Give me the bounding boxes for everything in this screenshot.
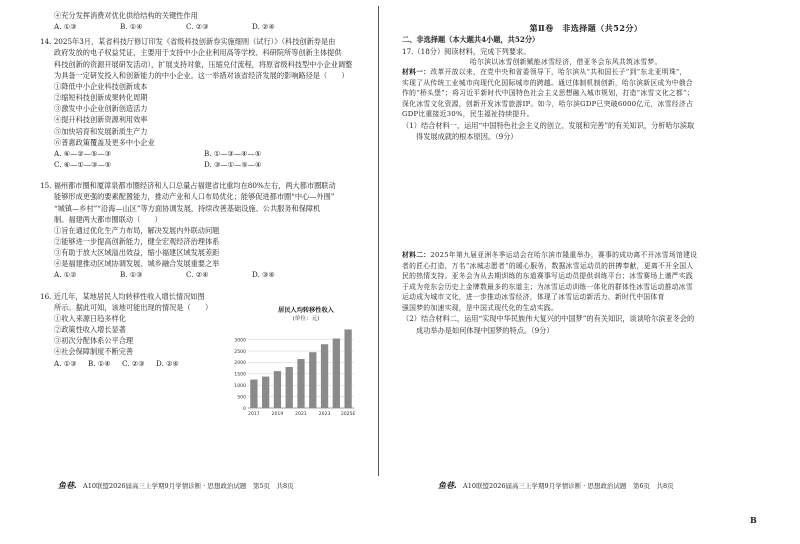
question-14-item-1: ①降低中小企业科技创新成本 — [54, 81, 148, 91]
chart-bar-2017 — [250, 380, 257, 408]
question-14-item-3: ③激发中小企业创新创造活力 — [54, 104, 148, 114]
question-15-line-3: “城镇—乡村”“沿海—山区”等方面协调发展，持续改善基础设施、公共服务和保障机 — [54, 203, 321, 213]
chart-y-tick-label: 1000 — [234, 384, 246, 390]
continued-item: ④充分发挥消费对优化供给结构的关键性作用 — [54, 11, 198, 20]
chart-y-tick-label: 1500 — [234, 372, 246, 378]
material-2-line-6: 强国梦的加速实现，是中国式现代化的生动实践。 — [402, 303, 559, 312]
option-b: B. ①③ — [120, 270, 143, 280]
chart-bar-2020 — [286, 367, 293, 408]
question-16-item-4: ④社会保障制度不断完善 — [54, 347, 134, 357]
chart-y-tick-label: 2500 — [234, 349, 246, 355]
material-1-line-5: GDP比重接近30%，民生福祉持续提升。 — [402, 110, 534, 119]
material-2-line-4: 于成为竞东会历史上金牌数最多的东道主；为冰雪运动训练一体化的群体性冰雪运动推动冰雪 — [402, 282, 693, 291]
publisher-logo: 鱼巷. — [58, 481, 78, 490]
chart-bar-2022 — [309, 352, 316, 408]
option-a: A. ①② — [54, 270, 77, 280]
right-column — [400, 10, 772, 336]
option-d: D. ②④ — [252, 22, 275, 32]
right-footer-text: A10联盟2026届高三上学期9月学情诊断 · 思想政治试题 第6页 共8页 — [463, 482, 674, 490]
chart-x-tick-label: 2025E — [340, 412, 356, 417]
chart-title: 居民人均转移性收入 — [278, 307, 334, 314]
paper-version-mark: B — [750, 515, 757, 525]
chart-bar-2025E — [344, 329, 351, 408]
question-14-item-4: ④提升科技创新资源利用效率 — [54, 115, 148, 125]
option-a: A. ①③ — [54, 358, 77, 368]
question-15-item-2: ②能够进一步提高创新能力，健全宏观经济治理体系 — [54, 236, 220, 246]
chart-bar-2024 — [333, 339, 340, 408]
material-1-line-2: 实现了从传统工业城市向现代化国际城市的跨越。通过体制机制创新，哈尔滨新区成为中俄合 — [402, 78, 693, 87]
question-16-line-2: 所示。据此可知，该地可能出现的情况是（ ） — [54, 302, 213, 312]
option-d: D. ③—①—⑤—④ — [204, 160, 262, 170]
question-14-item-5: ⑤加快培育和发展新质生产力 — [54, 126, 148, 136]
chart-y-tick-label: 2000 — [234, 361, 246, 367]
question-16-item-1: ①收入来源日趋多样化 — [54, 313, 126, 323]
question-15-item-1: ①旨在通过优化生产力布局，解决发展内外联动问题 — [54, 225, 220, 235]
option-b: B. ①④ — [120, 22, 143, 32]
material-1-label: 材料一： — [402, 68, 431, 77]
question-15 — [40, 180, 370, 280]
right-footer — [438, 480, 674, 492]
question-14 — [40, 36, 370, 170]
publisher-logo: 鱼巷. — [438, 481, 458, 490]
question-14-line-1: 2025年3月，某省科技厅修订印发《省级科技创新券实施细则（试行）》（科技创新券是由 — [53, 37, 336, 47]
material-2-label: 材料二： — [402, 251, 431, 260]
question-15-line-4: 制。福建两大都市圈联动（ ） — [54, 214, 162, 224]
material-2-line-5: 运动成为城市文化，进一步推动冰雪经济，体现了冰雪运动新活力、新时代中国体育 — [402, 293, 665, 302]
material-1 — [402, 67, 772, 120]
left-footer — [58, 480, 294, 492]
option-c: C. ②③ — [122, 358, 145, 368]
requirement-1: （1）结合材料一，运用“中国特色社会主义的创立、发展和完善”的有关知识，分析哈尔滨取 — [402, 120, 695, 130]
option-c: C. ②④ — [186, 270, 209, 280]
chart-x-tick-label: 2023 — [318, 412, 331, 417]
material-2-line-1: 2025年第九届亚洲冬季运动会在哈尔滨市隆重举办，赛事的成功离不开冰雪场馆建设 — [430, 251, 698, 260]
material-2-line-2: 者的匠心打造，万名“冰城志愿者”的暖心服务，数据冰雪运动员的拼搏奉献，更离不开全国人 — [402, 261, 694, 270]
question-14-item-2: ②缩短科技创新成果转化周期 — [54, 93, 148, 103]
material-2 — [402, 250, 772, 313]
question-15-item-4: ④是福建推动区域协调发展、城乡融合发展重要之举 — [54, 259, 220, 269]
question-17-intro: 哈尔滨以冰雪创新赋能冰雪经济，借亚冬会东风共筑冰雪梦。 — [470, 57, 662, 66]
chart-y-tick-label: 0 — [243, 406, 246, 412]
chart-x-tick-label: 2019 — [271, 412, 284, 417]
question-14-line-3: 科技创新的资源开展研发活动），扩展支持对象，压缩兑付流程，将原省级科技型中小企业调整 — [54, 59, 353, 69]
question-15-options — [54, 269, 370, 280]
question-15-line-2: 能够形成更强的要素配置能力，推动产业和人口布局优化；能够促进都市圈“中心—外围” — [54, 192, 335, 202]
option-b: B. ①—③—④—⑤ — [204, 148, 262, 158]
option-b: B. ①④ — [88, 358, 111, 368]
chart-x-tick-label: 2017 — [248, 412, 260, 417]
part-title: 二、非选择题（本大题共4小题，共52分） — [402, 35, 540, 45]
question-14-line-2: 政府发放的电子权益凭证，主要用于支持中小企业利用高等学校、科研院所等创新主体提供 — [54, 48, 342, 58]
question-16-line-1: 近几年，某地居民人均转移性收入增长情况如图 — [53, 291, 205, 301]
page-divider — [378, 6, 379, 476]
chart-bar-2023 — [321, 344, 328, 408]
question-14-options-row-1 — [54, 148, 370, 159]
chart-y-tick-label: 500 — [237, 395, 246, 401]
requirement-1-cont: 得发展成就的根本原因。（9分） — [416, 132, 518, 142]
question-15-item-3: ③有助于放大区域溢出效益，缩小福建区域发展差距 — [54, 248, 220, 258]
question-16-item-3: ③初次分配体系公平合理 — [54, 336, 134, 346]
option-d: D. ②④ — [156, 358, 179, 368]
material-2-line-3: 民的热情支持。亚冬会为从去期训练的东道赛事写运动员提供训练平台；冰雪赛场上谨严实践 — [402, 272, 693, 281]
requirement-2-cont: 成功举办是如何体现中国梦的特点。（9分） — [416, 325, 554, 335]
chart-bar-2019 — [274, 371, 281, 408]
question-14-line-4: 为具备一定研发投入和创新能力的中小企业。这一举措对该省经济发展的影响路径是（ ） — [54, 70, 349, 80]
question-14-number: 14. — [40, 37, 52, 47]
chart-bar-2018 — [262, 377, 269, 408]
chart-x-tick-label: 2021 — [295, 412, 307, 417]
question-16-number: 16. — [40, 291, 52, 301]
chart-y-tick-label: 3000 — [234, 338, 246, 344]
option-a: A. ①③ — [54, 22, 77, 32]
question-15-line-1: 福州都市圈和厦漳泉都市圈经济和人口总量占福建省比重均在80%左右，两大都市圈联动 — [53, 181, 336, 191]
question-16-item-2: ②政策性收入增长显著 — [54, 325, 126, 335]
requirement-2: （2）结合材料二，运用“实现中华民族伟大复兴的中国梦”的有关知识，谈谈哈尔滨亚冬会的 — [402, 314, 695, 324]
chart-subtitle: (单位：元) — [292, 316, 320, 322]
question-14-item-6: ⑥普惠政策覆盖及更多中小企业 — [54, 137, 155, 147]
option-c: C. ⑥—①—③—⑤ — [54, 160, 112, 170]
question-15-number: 15. — [40, 181, 52, 191]
chart-svg — [228, 302, 358, 420]
continued-options — [54, 21, 370, 32]
question-14-options-row-2 — [54, 159, 370, 170]
option-a: A. ⑥—②—⑤—③ — [54, 148, 112, 158]
material-1-line-1: 改革开放以来，在党中央和省委领导下，哈尔滨从“共和国长子”到“东北亚明珠”， — [430, 68, 687, 77]
material-1-line-3: 作的“桥头堡”；将习近平新时代中国特色社会主义思想融入城市规划，打造“冰雪文化之都”； — [402, 89, 694, 98]
transfer-income-chart — [228, 302, 358, 420]
question-17-head: 17.（18分）阅读材料，完成下列要求。 — [402, 46, 531, 56]
material-1-line-4: 深化冰雪文化资源，创新开发冰雪旅游IP。如今，哈尔滨GDP已突破6000亿元，冰雪经济占 — [402, 99, 694, 108]
left-footer-text: A10联盟2026届高三上学期9月学情诊断 · 思想政治试题 第5页 共8页 — [83, 482, 294, 490]
chart-bar-2021 — [297, 359, 304, 408]
section-title: 第Ⅱ卷 非选择题（共52分） — [529, 23, 643, 33]
option-c: C. ②③ — [186, 22, 209, 32]
option-d: D. ③④ — [252, 270, 275, 280]
